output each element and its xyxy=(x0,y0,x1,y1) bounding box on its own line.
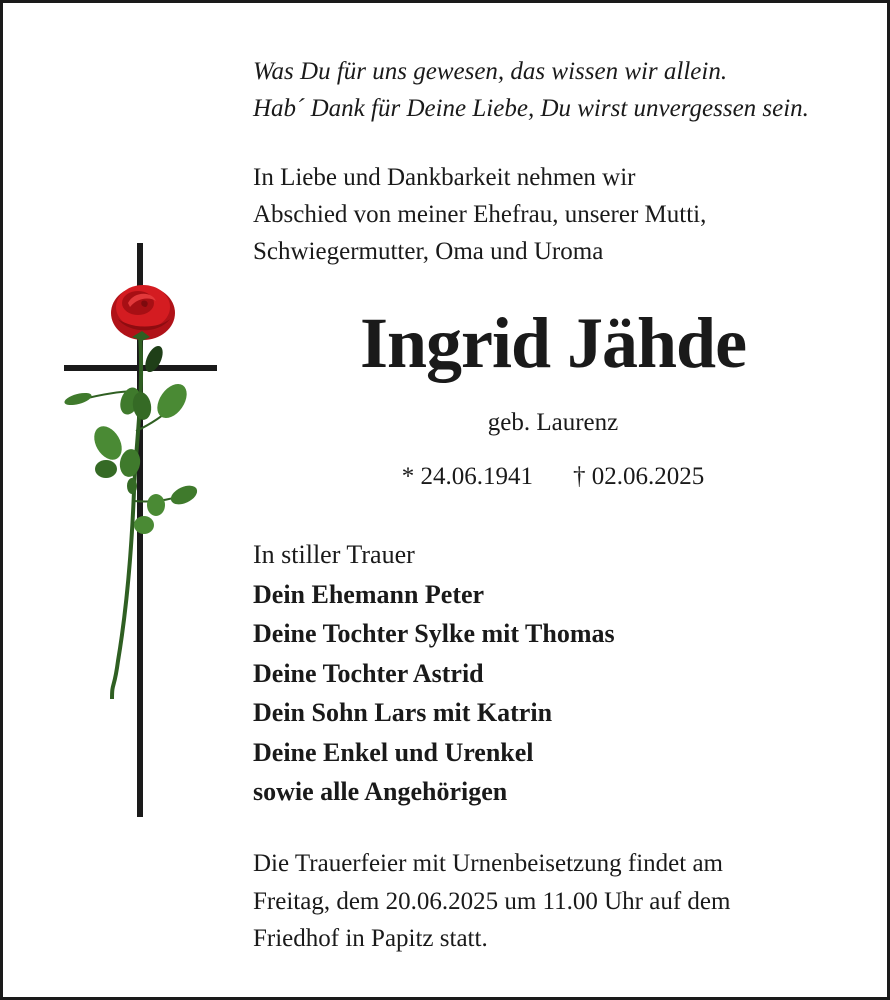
mourner-name: sowie alle Angehörigen xyxy=(253,777,508,806)
death-date: † 02.06.2025 xyxy=(573,463,705,490)
deceased-name: Ingrid Jähde xyxy=(359,303,747,383)
intro-line: Abschied von meiner Ehefrau, unserer Mutti, xyxy=(253,201,707,228)
mourner-name: Deine Tochter Sylke mit Thomas xyxy=(253,619,615,648)
mourner-name: Deine Enkel und Urenkel xyxy=(253,737,534,767)
funeral-line: Friedhof in Papitz statt. xyxy=(253,925,488,952)
intro-line: In Liebe und Dankbarkeit nehmen wir xyxy=(253,164,636,191)
poem-line: Was Du für uns gewesen, das wissen wir allein. xyxy=(253,58,728,85)
cross-with-rose-icon xyxy=(58,241,228,821)
funeral-line: Freitag, dem 20.06.2025 um 11.00 Uhr auf dem xyxy=(253,887,731,915)
intro-line: Schwiegermutter, Oma und Uroma xyxy=(253,238,604,265)
birth-name: geb. Laurenz xyxy=(487,409,619,436)
memorial-poem xyxy=(253,53,809,127)
mourner-name: Deine Tochter Astrid xyxy=(253,658,484,688)
poem-line: Hab´ Dank für Deine Liebe, Du wirst unvergessen sein. xyxy=(253,95,809,122)
mourner-name: Dein Sohn Lars mit Katrin xyxy=(253,698,553,727)
birth-date: * 24.06.1941 xyxy=(401,463,533,490)
mourner-name: Dein Ehemann Peter xyxy=(253,579,485,609)
farewell-intro xyxy=(253,159,706,270)
rose-icon xyxy=(63,285,200,699)
funeral-details xyxy=(253,845,730,958)
life-dates xyxy=(253,463,853,491)
funeral-line: Die Trauerfeier mit Urnenbeisetzung findet am xyxy=(253,850,723,877)
mourners-section xyxy=(253,535,615,812)
mourning-heading: In stiller Trauer xyxy=(253,540,415,569)
